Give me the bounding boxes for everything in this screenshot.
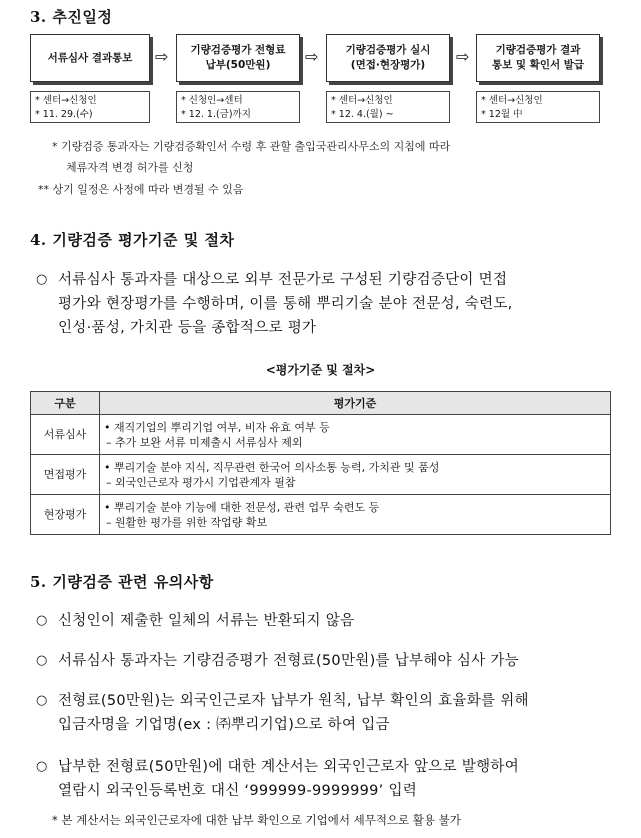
step-4-label: 기량검증평가 결과 통보 및 확인서 발급: [491, 44, 585, 71]
step-3-label: 기량검증평가 실시 (면접·현장평가): [345, 44, 431, 71]
section-4-para-line-2: 평가와 현장평가를 수행하며, 이를 통해 뿌리기술 분야 전문성, 숙련도,: [58, 296, 513, 312]
step-1-label: 서류심사 결과통보: [47, 51, 133, 64]
table-row: [31, 455, 611, 495]
step-2-box: [176, 34, 300, 82]
table-row: [31, 415, 611, 455]
circle-bullet-icon: ○: [36, 693, 48, 708]
note-2: ** 상기 일정은 사정에 따라 변경될 수 있음: [38, 183, 244, 196]
step-2-sub1: * 신청인→센터: [181, 95, 243, 106]
step-3-box: [326, 34, 450, 82]
step-1-box: [30, 34, 150, 82]
step-2-sub2: * 12. 1.(금)까지: [181, 109, 251, 120]
step-3-sub2: * 12. 4.(월) ~: [331, 109, 394, 120]
table-header-criteria: 평가기준: [100, 392, 611, 415]
notice-item-3-line-1: 전형료(50만원)는 외국인근로자 납부가 원칙, 납부 확인의 효율화를 위해: [58, 693, 529, 709]
section-4-para-line-3: 인성·품성, 가치관 등을 종합적으로 평가: [58, 320, 317, 336]
notice-item-4-line-2: 열람시 외국인등록번호 대신 ‘999999-9999999’ 입력: [58, 783, 418, 799]
step-2-label: 기량검증평가 전형료 납부(50만원): [190, 44, 286, 71]
arrow-right-icon: ⇨: [155, 47, 169, 66]
notice-item-3-line-2: 입금자명을 기업명(ex : ㈜뿌리기업)으로 하여 입금: [58, 717, 390, 733]
note-1-line-1: * 기량검증 통과자는 기량검증확인서 수령 후 관할 출입국관리사무소의 지침에 따라: [52, 140, 451, 153]
note-1-line-2: 체류자격 변경 허가를 신청: [66, 161, 194, 174]
notice-item-4-line-1: 납부한 전형료(50만원)에 대한 계산서는 외국인근로자 앞으로 발행하여: [58, 759, 520, 775]
arrow-right-icon: ⇨: [305, 47, 319, 66]
step-4-sub1: * 센터→신청인: [481, 95, 543, 106]
step-4-sub2: * 12월 中: [481, 109, 523, 120]
criteria-line-2: – 원활한 평가를 위한 작업량 확보: [106, 515, 268, 529]
step-4-detail: [476, 91, 600, 123]
row-category: 면접평가: [31, 455, 100, 495]
step-4-box: [476, 34, 600, 82]
criteria-line-2: – 외국인근로자 평가시 기업관계자 필참: [106, 475, 296, 489]
section-3-title: 3. 추진일정: [30, 8, 113, 26]
step-1-detail: [30, 91, 150, 123]
table-caption: <평가기준 및 절차>: [265, 363, 376, 377]
circle-bullet-icon: ○: [36, 653, 48, 668]
notice-item-2: 서류심사 통과자는 기량검증평가 전형료(50만원)를 납부해야 심사 가능: [58, 653, 520, 669]
step-2-detail: [176, 91, 300, 123]
circle-bullet-icon: ○: [36, 759, 48, 774]
step-3-detail: [326, 91, 450, 123]
arrow-right-icon: ⇨: [456, 47, 470, 66]
row-criteria: [100, 495, 611, 535]
table-row: [31, 495, 611, 535]
section-5-title: 5. 기량검증 관련 유의사항: [30, 573, 214, 591]
circle-bullet-icon: ○: [36, 272, 48, 287]
row-criteria: [100, 415, 611, 455]
notice-item-1: 신청인이 제출한 일체의 서류는 반환되지 않음: [58, 613, 355, 629]
criteria-line-2: – 추가 보완 서류 미제출시 서류심사 제외: [106, 435, 303, 449]
step-3-sub1: * 센터→신청인: [331, 95, 393, 106]
criteria-line-1: • 뿌리기술 분야 기능에 대한 전문성, 관련 업무 숙련도 등: [104, 500, 380, 514]
criteria-line-1: • 재직기업의 뿌리기업 여부, 비자 유효 여부 등: [104, 420, 330, 434]
section-4-para-line-1: 서류심사 통과자를 대상으로 외부 전문가로 구성된 기량검증단이 면접: [58, 272, 508, 288]
row-category: 서류심사: [31, 415, 100, 455]
row-category: 현장평가: [31, 495, 100, 535]
footnote: * 본 계산서는 외국인근로자에 대한 납부 확인으로 기업에서 세무적으로 활용 불가: [52, 813, 461, 827]
criteria-line-1: • 뿌리기술 분야 지식, 직무관련 한국어 의사소통 능력, 가치관 및 품성: [104, 460, 440, 474]
row-criteria: [100, 455, 611, 495]
criteria-table: [30, 391, 611, 535]
table-header-category: 구분: [31, 392, 100, 415]
step-1-sub2: * 11. 29.(수): [35, 109, 93, 120]
circle-bullet-icon: ○: [36, 613, 48, 628]
section-4-title: 4. 기량검증 평가기준 및 절차: [30, 231, 235, 249]
step-1-sub1: * 센터→신청인: [35, 95, 97, 106]
